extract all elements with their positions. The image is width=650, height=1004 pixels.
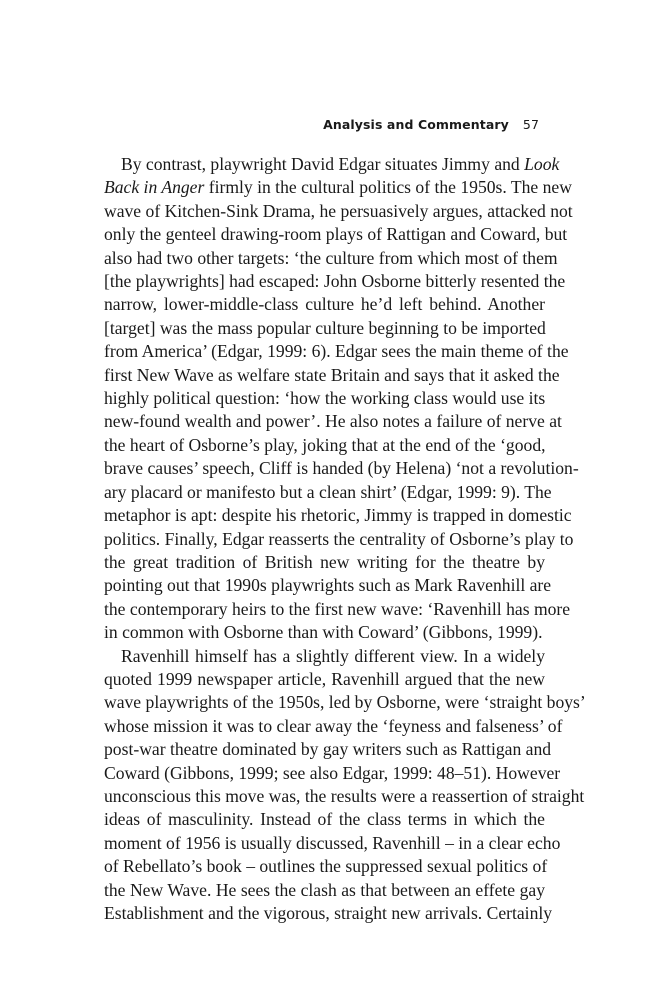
text-line: quoted 1999 newspaper article, Ravenhill argued that the new	[104, 668, 545, 689]
paragraph	[104, 645, 586, 926]
text-line: politics. Finally, Edgar reasserts the centrality of Osborne’s play to	[104, 528, 574, 549]
text-line: brave causes’ speech, Cliff is handed (by Helena) ‘not a revolution-	[104, 458, 579, 479]
text-line: whose mission it was to clear away the ‘feyness and falseness’ of	[104, 715, 563, 736]
text-run: By contrast, playwright David Edgar situates Jimmy and	[121, 154, 525, 174]
text-line	[104, 176, 572, 199]
text-line: wave playwrights of the 1950s, led by Osborne, were ‘straight boys’	[104, 692, 586, 713]
text-line: the New Wave. He sees the clash as that between an effete gay	[104, 879, 545, 900]
text-line: metaphor is apt: despite his rhetoric, Jimmy is trapped in domestic	[104, 505, 572, 526]
text-line: new-found wealth and power’. He also notes a failure of nerve at	[104, 411, 562, 432]
text-line: Coward (Gibbons, 1999; see also Edgar, 1999: 48–51). However	[104, 762, 561, 783]
text-line	[104, 153, 560, 176]
paragraph	[104, 153, 579, 645]
book-title-italic: Back in Anger	[104, 177, 205, 198]
running-head	[323, 117, 539, 132]
text-line: pointing out that 1990s playwrights such as Mark Ravenhill are	[104, 575, 552, 596]
text-line: the great tradition of British new writing for the theatre by	[104, 551, 545, 572]
text-line: wave of Kitchen-Sink Drama, he persuasively argues, attacked not	[104, 200, 573, 221]
text-run: firmly in the cultural politics of the 1950s. The new	[204, 177, 572, 198]
text-line: the heart of Osborne’s play, joking that at the end of the ‘good,	[104, 434, 546, 455]
text-line: the contemporary heirs to the first new wave: ‘Ravenhill has more	[104, 598, 571, 619]
text-line: ary placard or manifesto but a clean shirt’ (Edgar, 1999: 9). The	[104, 481, 552, 502]
text-line: Establishment and the vigorous, straight new arrivals. Certainly	[104, 903, 553, 923]
text-line: Ravenhill himself has a slightly different view. In a widely	[121, 645, 545, 666]
text-line: highly political question: ‘how the working class would use its	[104, 388, 546, 409]
text-line: moment of 1956 is usually discussed, Ravenhill – in a clear echo	[104, 832, 561, 853]
text-line: post-war theatre dominated by gay writers such as Rattigan and	[104, 739, 552, 760]
text-line: unconscious this move was, the results were a reassertion of straight	[104, 785, 585, 806]
text-line: only the genteel drawing-room plays of Rattigan and Coward, but	[104, 224, 568, 245]
text-line: from America’ (Edgar, 1999: 6). Edgar sees the main theme of the	[104, 341, 569, 362]
text-line: [target] was the mass popular culture beginning to be imported	[104, 317, 546, 338]
text-line: ideas of masculinity. Instead of the class terms in which the	[104, 809, 545, 830]
text-line: [the playwrights] had escaped: John Osborne bitterly resented the	[104, 271, 566, 292]
text-line: first New Wave as welfare state Britain and says that it asked the	[104, 364, 560, 385]
text-line: in common with Osborne than with Coward’ (Gibbons, 1999).	[104, 622, 543, 643]
body-text	[104, 153, 586, 925]
page-number: 57	[522, 117, 539, 132]
running-head-section-title: Analysis and Commentary	[323, 117, 509, 132]
text-line: of Rebellato’s book – outlines the suppressed sexual politics of	[104, 856, 548, 877]
text-line: also had two other targets: ‘the culture from which most of them	[104, 247, 558, 268]
text-line: narrow, lower-middle-class culture he’d left behind. Another	[104, 294, 545, 315]
book-title-italic: Look	[524, 154, 560, 174]
